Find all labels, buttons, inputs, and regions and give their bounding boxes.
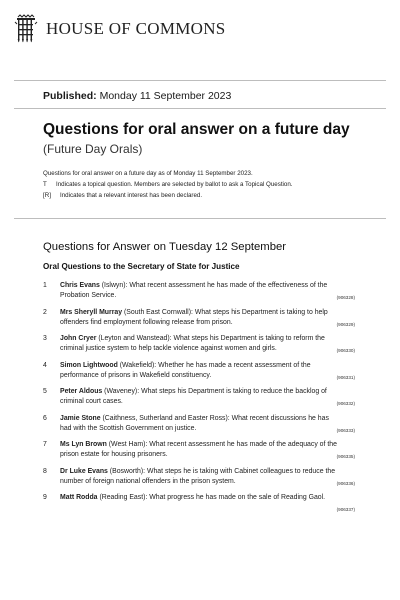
document-subtitle: (Future Day Orals)	[43, 142, 143, 156]
question-ref: (906330)	[336, 348, 355, 353]
question-text-block	[60, 414, 338, 434]
question-text: What steps his Department is taking to help offenders find employment following release from prison.	[60, 308, 328, 326]
question-item	[43, 440, 355, 467]
divider	[14, 80, 386, 81]
published-label: Published:	[43, 90, 97, 102]
question-item	[43, 467, 355, 494]
question-item	[43, 334, 355, 361]
member-name: Matt Rodda	[60, 494, 98, 501]
section-title: Questions for Answer on Tuesday 12 September	[43, 241, 287, 253]
question-text-block	[60, 361, 338, 381]
question-text-block	[60, 308, 338, 328]
question-text-block	[60, 467, 338, 487]
member-name: Chris Evans	[60, 282, 100, 289]
question-item	[43, 308, 355, 335]
constituency: (Islwyn):	[101, 282, 128, 289]
question-text: What steps he is taking with Cabinet colleagues to reduce the number of foreign national offenders in the prison system.	[60, 467, 336, 485]
published-line	[43, 90, 231, 102]
constituency: (Bosworth):	[109, 467, 146, 475]
constituency: (Reading East):	[99, 494, 148, 501]
question-ref: (906335)	[336, 454, 355, 459]
question-text: What recent discussions he has had with the Scottish Government on justice.	[60, 414, 329, 432]
question-text: What steps his Department is taking to reform the criminal justice system to help tackle violence against women and girls.	[60, 335, 325, 352]
question-number: 5	[43, 388, 47, 395]
legend-item	[43, 190, 293, 201]
published-date: Monday 11 September 2023	[99, 90, 232, 102]
legend-item	[43, 179, 293, 190]
member-name: Simon Lightwood	[60, 361, 118, 369]
legend-text: Indicates that a relevant interest has been declared.	[60, 192, 203, 199]
question-number: 1	[43, 282, 47, 289]
member-name: Mrs Sheryll Murray	[60, 308, 123, 316]
divider	[14, 218, 386, 219]
question-number: 3	[43, 335, 47, 342]
constituency: (West Ham):	[108, 441, 148, 448]
page-header	[14, 14, 226, 44]
document-title: Questions for oral answer on a future day	[43, 121, 350, 138]
legend-key: [R]	[43, 192, 51, 199]
question-text: What recent assessment he has made of the adequacy of the prison estate for housing prisoners.	[60, 441, 337, 458]
question-ref: (906337)	[336, 507, 355, 512]
question-ref: (906328)	[336, 295, 355, 300]
member-name: Jamie Stone	[60, 414, 101, 422]
question-text: Whether he has made a recent assessment of the performance of prisons in Wakefield constituency.	[60, 361, 311, 379]
subsection-title: Oral Questions to the Secretary of State for Justice	[43, 262, 240, 271]
intro-block	[43, 168, 293, 201]
question-text: What steps his Department is taking to reduce the backlog of criminal court cases.	[60, 388, 327, 405]
constituency: (Wakefield):	[119, 361, 157, 369]
member-name: John Cryer	[60, 335, 97, 342]
question-number: 8	[43, 467, 47, 475]
constituency: (Leyton and Wanstead):	[98, 335, 172, 342]
question-number: 6	[43, 414, 47, 422]
member-name: Dr Luke Evans	[60, 467, 108, 475]
portcullis-icon	[14, 14, 38, 44]
house-title: HOUSE OF COMMONS	[46, 19, 226, 38]
question-list	[43, 281, 355, 520]
intro-text: Questions for oral answer on a future day as of Monday 11 September 2023.	[43, 170, 253, 177]
member-name: Peter Aldous	[60, 388, 103, 395]
question-number: 4	[43, 361, 47, 369]
question-ref: (906329)	[336, 321, 355, 327]
member-name: Ms Lyn Brown	[60, 441, 107, 448]
question-ref: (906331)	[336, 374, 355, 380]
question-text-block	[60, 281, 338, 301]
legend-key: T	[43, 181, 47, 188]
question-ref: (906333)	[336, 427, 355, 433]
question-number: 7	[43, 441, 47, 448]
question-text: What recent assessment he has made of the effectiveness of the Probation Service.	[60, 282, 328, 299]
question-text-block	[60, 387, 338, 407]
legend-text: Indicates a topical question. Members are selected by ballot to ask a Topical Question.	[56, 181, 293, 188]
question-ref: (906336)	[336, 480, 355, 486]
question-ref: (906332)	[336, 401, 355, 406]
question-item	[43, 493, 355, 520]
question-item	[43, 414, 355, 441]
question-number: 9	[43, 494, 47, 501]
question-text-block	[60, 440, 338, 460]
question-text-block	[60, 334, 338, 354]
question-item	[43, 387, 355, 414]
question-item	[43, 361, 355, 388]
constituency: (Waveney):	[104, 388, 140, 395]
question-text-block	[60, 493, 338, 503]
question-number: 2	[43, 308, 47, 316]
question-text: What progress he has made on the sale of Reading Gaol.	[149, 494, 326, 501]
question-item	[43, 281, 355, 308]
divider	[14, 108, 386, 109]
constituency: (South East Cornwall):	[123, 308, 193, 316]
constituency: (Caithness, Sutherland and Easter Ross):	[102, 414, 230, 422]
